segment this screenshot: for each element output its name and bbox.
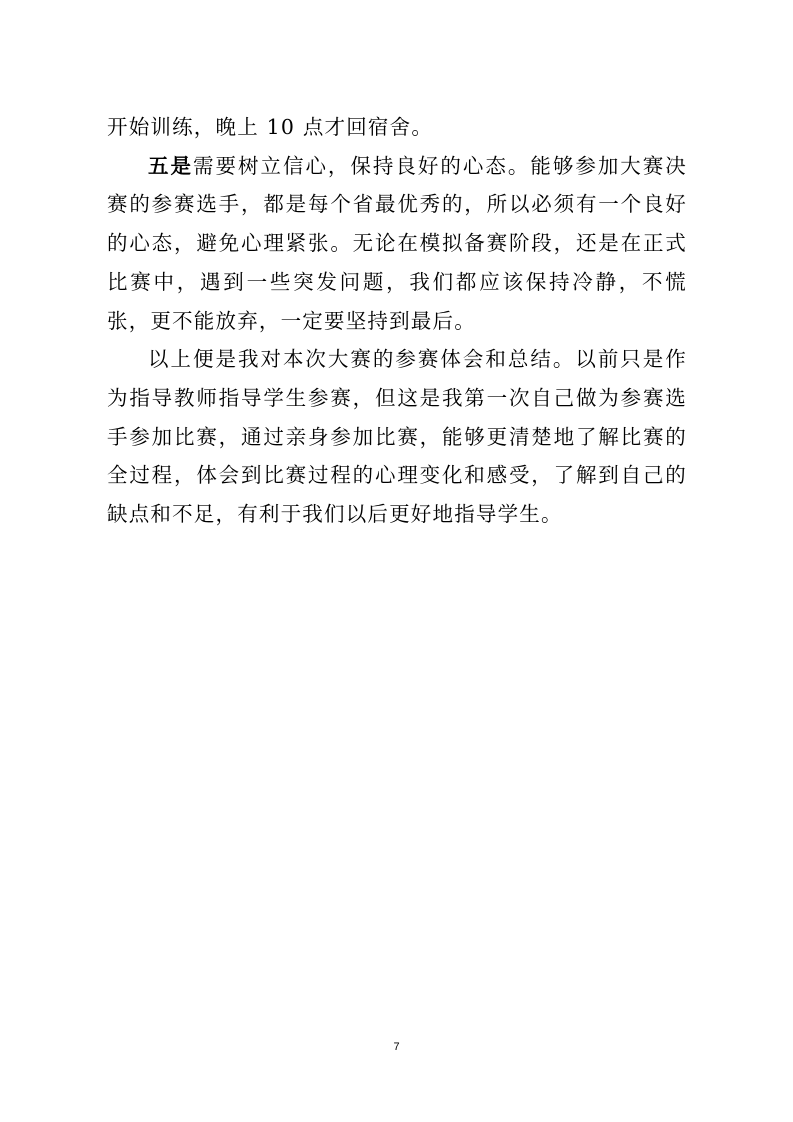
paragraph-text: 需要树立信心，保持良好的心态。能够参加大赛决赛的参赛选手，都是每个省最优秀的，所以必须有一个良好的心态，避免心理紧张。无论在模拟备赛阶段，还是在正式比赛中，遇到一些突发问题，我们都应该保持冷静，不慌张，更不能放弃，一定要坚持到最后。 [107, 153, 687, 333]
paragraph-summary [107, 340, 687, 534]
paragraph-text: 开始训练，晚上 10 点才回宿舍。 [107, 115, 434, 139]
paragraph-text: 以上便是我对本次大赛的参赛体会和总结。以前只是作为指导教师指导学生参赛，但这是我第一次自己做为参赛选手参加比赛，通过亲身参加比赛，能够更清楚地了解比赛的全过程，体会到比赛过程的心理变化和感受，了解到自己的缺点和不足，有利于我们以后更好地指导学生。 [107, 347, 687, 527]
page-number: 7 [393, 1041, 400, 1053]
paragraph-lead: 五是 [148, 153, 193, 178]
document-body [107, 108, 687, 534]
paragraph-point-five [107, 147, 687, 341]
paragraph-continuation [107, 108, 687, 147]
